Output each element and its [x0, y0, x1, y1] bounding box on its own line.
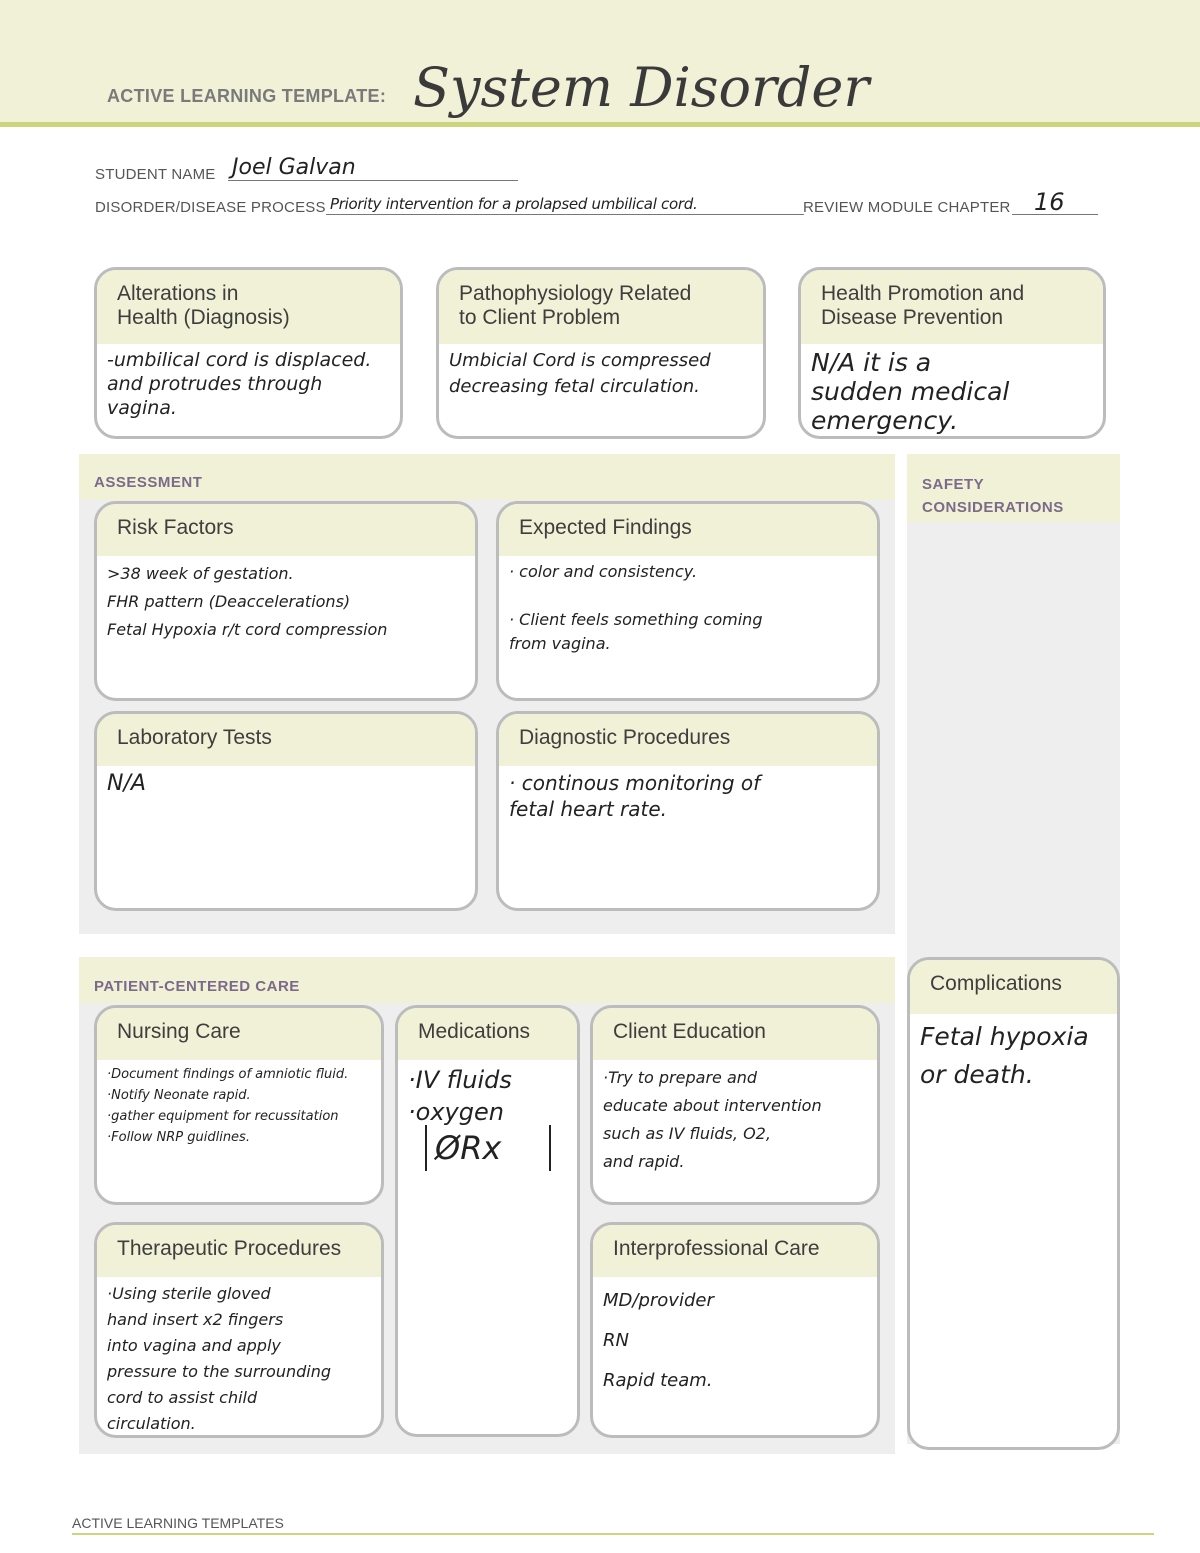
interprofessional-care-content[interactable]: MD/provider RN Rapid team.	[603, 1290, 714, 1391]
nursing-care-content[interactable]: ·Document findings of amniotic fluid. ·Notify Neonate rapid. ·gather equipment for recussitation ·Follow NRP guidlines.	[107, 1067, 349, 1145]
risk-factors-box	[94, 501, 478, 701]
rx-mark-text: ØRx	[435, 1129, 502, 1167]
therapeutic-procedures-content[interactable]: ·Using sterile gloved hand insert x2 fingers into vagina and apply pressure to the surrounding cord to assist child circulation.	[107, 1284, 331, 1433]
diagnostic-procedures-title: Diagnostic Procedures	[499, 714, 877, 766]
pathophysiology-box	[436, 267, 766, 439]
footer-divider	[72, 1533, 1154, 1535]
safety-title: SAFETY CONSIDERATIONS	[922, 476, 1064, 516]
risk-factors-title: Risk Factors	[97, 504, 475, 556]
therapeutic-procedures-title: Therapeutic Procedures	[97, 1225, 381, 1277]
template-title: System Disorder	[413, 56, 870, 119]
student-name-label: STUDENT NAME	[95, 166, 216, 183]
disorder-underline	[326, 214, 804, 215]
nursing-care-box	[94, 1005, 384, 1205]
footer-text: ACTIVE LEARNING TEMPLATES	[72, 1515, 284, 1531]
medications-content[interactable]: ·IV fluids ·oxygen	[408, 1066, 512, 1126]
client-education-box	[590, 1005, 880, 1205]
expected-findings-box	[496, 501, 880, 701]
health-promotion-title: Health Promotion and Disease Prevention	[801, 270, 1103, 344]
medications-title: Medications	[398, 1008, 577, 1060]
rx-mark	[425, 1125, 551, 1171]
medications-box	[395, 1005, 580, 1437]
complications-title: Complications	[910, 960, 1117, 1014]
laboratory-tests-content[interactable]: N/A	[107, 771, 146, 796]
health-promotion-content[interactable]: N/A it is a sudden medical emergency.	[811, 348, 1010, 435]
review-chapter-label: REVIEW MODULE CHAPTER	[803, 199, 1011, 216]
client-education-content[interactable]: ·Try to prepare and educate about intervention such as IV fluids, O2, and rapid.	[603, 1068, 822, 1171]
nursing-care-title: Nursing Care	[97, 1008, 381, 1060]
therapeutic-procedures-box	[94, 1222, 384, 1438]
alterations-title: Alterations in Health (Diagnosis)	[97, 270, 400, 344]
patient-care-title: PATIENT-CENTERED CARE	[94, 978, 300, 995]
student-name-value[interactable]: Joel Galvan	[232, 155, 356, 180]
client-education-title: Client Education	[593, 1008, 877, 1060]
alterations-box	[94, 267, 403, 439]
review-chapter-value[interactable]: 16	[1034, 188, 1065, 216]
expected-findings-title: Expected Findings	[499, 504, 877, 556]
interprofessional-care-title: Interprofessional Care	[593, 1225, 877, 1277]
complications-content[interactable]: Fetal hypoxia or death.	[920, 1022, 1089, 1089]
health-promotion-box	[798, 267, 1106, 439]
pathophysiology-content[interactable]: Umbicial Cord is compressed decreasing fetal circulation.	[449, 350, 711, 397]
laboratory-tests-box	[94, 711, 478, 911]
expected-findings-content[interactable]: · color and consistency. · Client feels something coming from vagina.	[509, 562, 763, 653]
risk-factors-content[interactable]: >38 week of gestation. FHR pattern (Deaccelerations) Fetal Hypoxia r/t cord compression	[107, 564, 388, 639]
pathophysiology-title: Pathophysiology Related to Client Problem	[439, 270, 763, 344]
student-name-underline	[228, 180, 518, 181]
laboratory-tests-title: Laboratory Tests	[97, 714, 475, 766]
header-divider	[0, 122, 1200, 127]
template-label: ACTIVE LEARNING TEMPLATE:	[107, 86, 387, 106]
interprofessional-care-box	[590, 1222, 880, 1438]
alterations-content[interactable]: -umbilical cord is displaced. and protrudes through vagina.	[107, 349, 372, 419]
disorder-label: DISORDER/DISEASE PROCESS	[95, 199, 326, 216]
disorder-value[interactable]: Priority intervention for a prolapsed umbilical cord.	[330, 195, 698, 213]
complications-box	[907, 957, 1120, 1450]
diagnostic-procedures-content[interactable]: · continous monitoring of fetal heart rate.	[509, 771, 761, 821]
assessment-title: ASSESSMENT	[94, 474, 203, 491]
diagnostic-procedures-box	[496, 711, 880, 911]
